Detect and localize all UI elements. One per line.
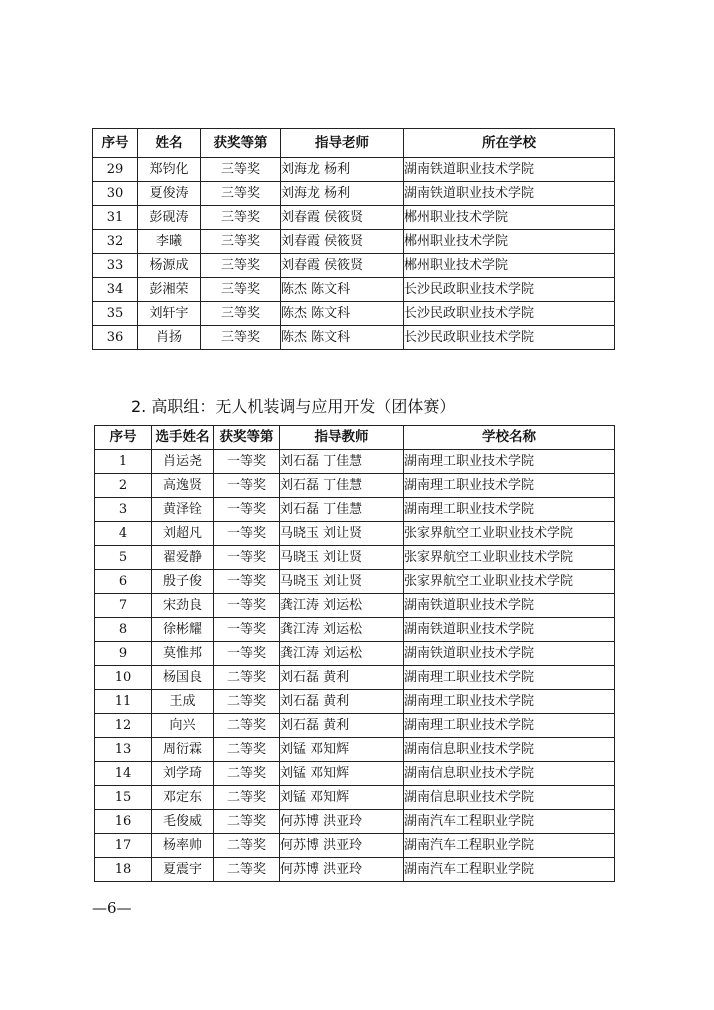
cell-serial: 3 bbox=[95, 498, 152, 522]
cell-advisor: 何苏博 洪亚玲 bbox=[280, 810, 404, 834]
cell-serial: 6 bbox=[95, 570, 152, 594]
table-row bbox=[93, 326, 615, 350]
cell-school: 张家界航空工业职业技术学院 bbox=[404, 522, 615, 546]
cell-award-level: 一等奖 bbox=[214, 474, 280, 498]
cell-advisor: 马晓玉 刘让贤 bbox=[280, 570, 404, 594]
cell-serial: 1 bbox=[95, 450, 152, 474]
table-row bbox=[95, 762, 615, 786]
table-row bbox=[93, 254, 615, 278]
award-table-1-body bbox=[93, 158, 615, 350]
cell-school: 长沙民政职业技术学院 bbox=[404, 278, 615, 302]
cell-advisor: 刘海龙 杨利 bbox=[281, 158, 404, 182]
cell-advisor: 刘海龙 杨利 bbox=[281, 182, 404, 206]
cell-advisor: 刘锰 邓知辉 bbox=[280, 738, 404, 762]
header-advisor: 指导教师 bbox=[280, 426, 404, 450]
cell-name: 夏震宇 bbox=[152, 858, 214, 882]
cell-school: 湖南铁道职业技术学院 bbox=[404, 158, 615, 182]
cell-serial: 33 bbox=[93, 254, 138, 278]
cell-award-level: 二等奖 bbox=[214, 858, 280, 882]
header-serial: 序号 bbox=[95, 426, 152, 450]
cell-name: 刘轩宇 bbox=[138, 302, 201, 326]
cell-serial: 32 bbox=[93, 230, 138, 254]
cell-serial: 11 bbox=[95, 690, 152, 714]
cell-advisor: 陈杰 陈文科 bbox=[281, 302, 404, 326]
cell-school: 张家界航空工业职业技术学院 bbox=[404, 546, 615, 570]
cell-award-level: 三等奖 bbox=[201, 254, 281, 278]
cell-name: 郑钧化 bbox=[138, 158, 201, 182]
cell-serial: 10 bbox=[95, 666, 152, 690]
table-row bbox=[95, 474, 615, 498]
cell-award-level: 二等奖 bbox=[214, 738, 280, 762]
table-row bbox=[95, 690, 615, 714]
cell-school: 湖南理工职业技术学院 bbox=[404, 714, 615, 738]
table-row bbox=[95, 498, 615, 522]
cell-award-level: 二等奖 bbox=[214, 786, 280, 810]
cell-advisor: 刘春霞 侯筱贤 bbox=[281, 206, 404, 230]
cell-school: 湖南理工职业技术学院 bbox=[404, 690, 615, 714]
cell-serial: 34 bbox=[93, 278, 138, 302]
page-number: —6— bbox=[92, 899, 132, 917]
cell-award-level: 二等奖 bbox=[214, 762, 280, 786]
award-table-2-body bbox=[95, 450, 615, 882]
cell-name: 莫惟邦 bbox=[152, 642, 214, 666]
table-row bbox=[95, 666, 615, 690]
cell-advisor: 何苏博 洪亚玲 bbox=[280, 858, 404, 882]
table-row bbox=[93, 230, 615, 254]
cell-name: 周衍霖 bbox=[152, 738, 214, 762]
cell-name: 刘学琦 bbox=[152, 762, 214, 786]
cell-name: 向兴 bbox=[152, 714, 214, 738]
cell-school: 郴州职业技术学院 bbox=[404, 254, 615, 278]
cell-serial: 35 bbox=[93, 302, 138, 326]
cell-advisor: 刘石磊 丁佳慧 bbox=[280, 498, 404, 522]
cell-serial: 12 bbox=[95, 714, 152, 738]
cell-name: 殷子俊 bbox=[152, 570, 214, 594]
table-row bbox=[95, 594, 615, 618]
cell-award-level: 一等奖 bbox=[214, 546, 280, 570]
table-row bbox=[93, 302, 615, 326]
cell-award-level: 一等奖 bbox=[214, 618, 280, 642]
cell-school: 湖南理工职业技术学院 bbox=[404, 474, 615, 498]
cell-serial: 7 bbox=[95, 594, 152, 618]
cell-name: 杨源成 bbox=[138, 254, 201, 278]
cell-advisor: 马晓玉 刘让贤 bbox=[280, 546, 404, 570]
cell-award-level: 三等奖 bbox=[201, 230, 281, 254]
cell-serial: 29 bbox=[93, 158, 138, 182]
cell-school: 湖南汽车工程职业学院 bbox=[404, 858, 615, 882]
cell-school: 郴州职业技术学院 bbox=[404, 230, 615, 254]
cell-award-level: 三等奖 bbox=[201, 182, 281, 206]
cell-award-level: 一等奖 bbox=[214, 498, 280, 522]
cell-school: 湖南汽车工程职业学院 bbox=[404, 834, 615, 858]
cell-school: 湖南理工职业技术学院 bbox=[404, 450, 615, 474]
cell-school: 湖南信息职业技术学院 bbox=[404, 762, 615, 786]
cell-school: 长沙民政职业技术学院 bbox=[404, 326, 615, 350]
cell-school: 湖南汽车工程职业学院 bbox=[404, 810, 615, 834]
table-row bbox=[95, 570, 615, 594]
cell-name: 黄泽铨 bbox=[152, 498, 214, 522]
cell-name: 夏俊涛 bbox=[138, 182, 201, 206]
cell-advisor: 龚江涛 刘运松 bbox=[280, 594, 404, 618]
cell-name: 杨率帅 bbox=[152, 834, 214, 858]
cell-advisor: 刘石磊 丁佳慧 bbox=[280, 474, 404, 498]
header-school: 学校名称 bbox=[404, 426, 615, 450]
cell-name: 徐彬耀 bbox=[152, 618, 214, 642]
cell-name: 翟爱静 bbox=[152, 546, 214, 570]
cell-name: 肖运尧 bbox=[152, 450, 214, 474]
cell-name: 刘超凡 bbox=[152, 522, 214, 546]
cell-serial: 13 bbox=[95, 738, 152, 762]
cell-advisor: 刘春霞 侯筱贤 bbox=[281, 254, 404, 278]
cell-advisor: 刘石磊 黄利 bbox=[280, 690, 404, 714]
table-row bbox=[93, 158, 615, 182]
cell-award-level: 一等奖 bbox=[214, 450, 280, 474]
cell-serial: 8 bbox=[95, 618, 152, 642]
cell-serial: 14 bbox=[95, 762, 152, 786]
cell-serial: 2 bbox=[95, 474, 152, 498]
cell-school: 湖南铁道职业技术学院 bbox=[404, 618, 615, 642]
cell-award-level: 三等奖 bbox=[201, 206, 281, 230]
table-row bbox=[95, 834, 615, 858]
cell-award-level: 一等奖 bbox=[214, 642, 280, 666]
table-row bbox=[95, 546, 615, 570]
cell-serial: 17 bbox=[95, 834, 152, 858]
section-heading: 2. 高职组：无人机装调与应用开发（团体赛） bbox=[131, 397, 456, 416]
cell-advisor: 马晓玉 刘让贤 bbox=[280, 522, 404, 546]
cell-school: 湖南信息职业技术学院 bbox=[404, 738, 615, 762]
cell-name: 彭湘荣 bbox=[138, 278, 201, 302]
award-table-1 bbox=[92, 128, 615, 350]
table-row bbox=[93, 206, 615, 230]
header-contestant-name: 选手姓名 bbox=[152, 426, 214, 450]
cell-name: 高逸贤 bbox=[152, 474, 214, 498]
table-header-row bbox=[95, 426, 615, 450]
cell-school: 湖南铁道职业技术学院 bbox=[404, 594, 615, 618]
cell-advisor: 龚江涛 刘运松 bbox=[280, 618, 404, 642]
cell-advisor: 陈杰 陈文科 bbox=[281, 326, 404, 350]
cell-name: 彭砚涛 bbox=[138, 206, 201, 230]
cell-award-level: 二等奖 bbox=[214, 834, 280, 858]
cell-school: 郴州职业技术学院 bbox=[404, 206, 615, 230]
cell-name: 邓定东 bbox=[152, 786, 214, 810]
cell-school: 湖南理工职业技术学院 bbox=[404, 666, 615, 690]
table-row bbox=[95, 642, 615, 666]
cell-school: 湖南铁道职业技术学院 bbox=[404, 642, 615, 666]
cell-school: 长沙民政职业技术学院 bbox=[404, 302, 615, 326]
award-table-2 bbox=[94, 425, 615, 882]
header-award-level: 获奖等第 bbox=[201, 129, 281, 158]
table-header-row bbox=[93, 129, 615, 158]
cell-award-level: 一等奖 bbox=[214, 522, 280, 546]
cell-serial: 18 bbox=[95, 858, 152, 882]
header-name: 姓名 bbox=[138, 129, 201, 158]
cell-award-level: 二等奖 bbox=[214, 666, 280, 690]
cell-school: 湖南铁道职业技术学院 bbox=[404, 182, 615, 206]
table-row bbox=[93, 278, 615, 302]
header-award-level: 获奖等第 bbox=[214, 426, 280, 450]
cell-advisor: 刘锰 邓知辉 bbox=[280, 762, 404, 786]
table-row bbox=[93, 182, 615, 206]
cell-advisor: 刘春霞 侯筱贤 bbox=[281, 230, 404, 254]
header-advisor: 指导老师 bbox=[281, 129, 404, 158]
cell-advisor: 刘石磊 丁佳慧 bbox=[280, 450, 404, 474]
cell-school: 张家界航空工业职业技术学院 bbox=[404, 570, 615, 594]
cell-serial: 31 bbox=[93, 206, 138, 230]
table-row bbox=[95, 738, 615, 762]
table-row bbox=[95, 858, 615, 882]
cell-award-level: 二等奖 bbox=[214, 690, 280, 714]
cell-advisor: 刘石磊 黄利 bbox=[280, 714, 404, 738]
header-school: 所在学校 bbox=[404, 129, 615, 158]
cell-serial: 5 bbox=[95, 546, 152, 570]
cell-advisor: 龚江涛 刘运松 bbox=[280, 642, 404, 666]
cell-name: 李曦 bbox=[138, 230, 201, 254]
cell-name: 毛俊威 bbox=[152, 810, 214, 834]
cell-school: 湖南理工职业技术学院 bbox=[404, 498, 615, 522]
cell-serial: 16 bbox=[95, 810, 152, 834]
cell-advisor: 刘锰 邓知辉 bbox=[280, 786, 404, 810]
cell-advisor: 陈杰 陈文科 bbox=[281, 278, 404, 302]
cell-award-level: 三等奖 bbox=[201, 158, 281, 182]
table-row bbox=[95, 714, 615, 738]
cell-name: 肖扬 bbox=[138, 326, 201, 350]
header-serial: 序号 bbox=[93, 129, 138, 158]
cell-advisor: 刘石磊 黄利 bbox=[280, 666, 404, 690]
cell-serial: 36 bbox=[93, 326, 138, 350]
cell-advisor: 何苏博 洪亚玲 bbox=[280, 834, 404, 858]
cell-award-level: 一等奖 bbox=[214, 594, 280, 618]
cell-serial: 9 bbox=[95, 642, 152, 666]
cell-name: 王成 bbox=[152, 690, 214, 714]
cell-name: 宋劲良 bbox=[152, 594, 214, 618]
cell-serial: 4 bbox=[95, 522, 152, 546]
table-row bbox=[95, 810, 615, 834]
table-row bbox=[95, 786, 615, 810]
cell-award-level: 三等奖 bbox=[201, 278, 281, 302]
cell-award-level: 二等奖 bbox=[214, 810, 280, 834]
cell-school: 湖南信息职业技术学院 bbox=[404, 786, 615, 810]
cell-award-level: 一等奖 bbox=[214, 570, 280, 594]
cell-award-level: 三等奖 bbox=[201, 302, 281, 326]
cell-award-level: 二等奖 bbox=[214, 714, 280, 738]
table-row bbox=[95, 522, 615, 546]
cell-serial: 15 bbox=[95, 786, 152, 810]
cell-serial: 30 bbox=[93, 182, 138, 206]
table-row bbox=[95, 450, 615, 474]
cell-award-level: 三等奖 bbox=[201, 326, 281, 350]
cell-name: 杨国良 bbox=[152, 666, 214, 690]
table-row bbox=[95, 618, 615, 642]
